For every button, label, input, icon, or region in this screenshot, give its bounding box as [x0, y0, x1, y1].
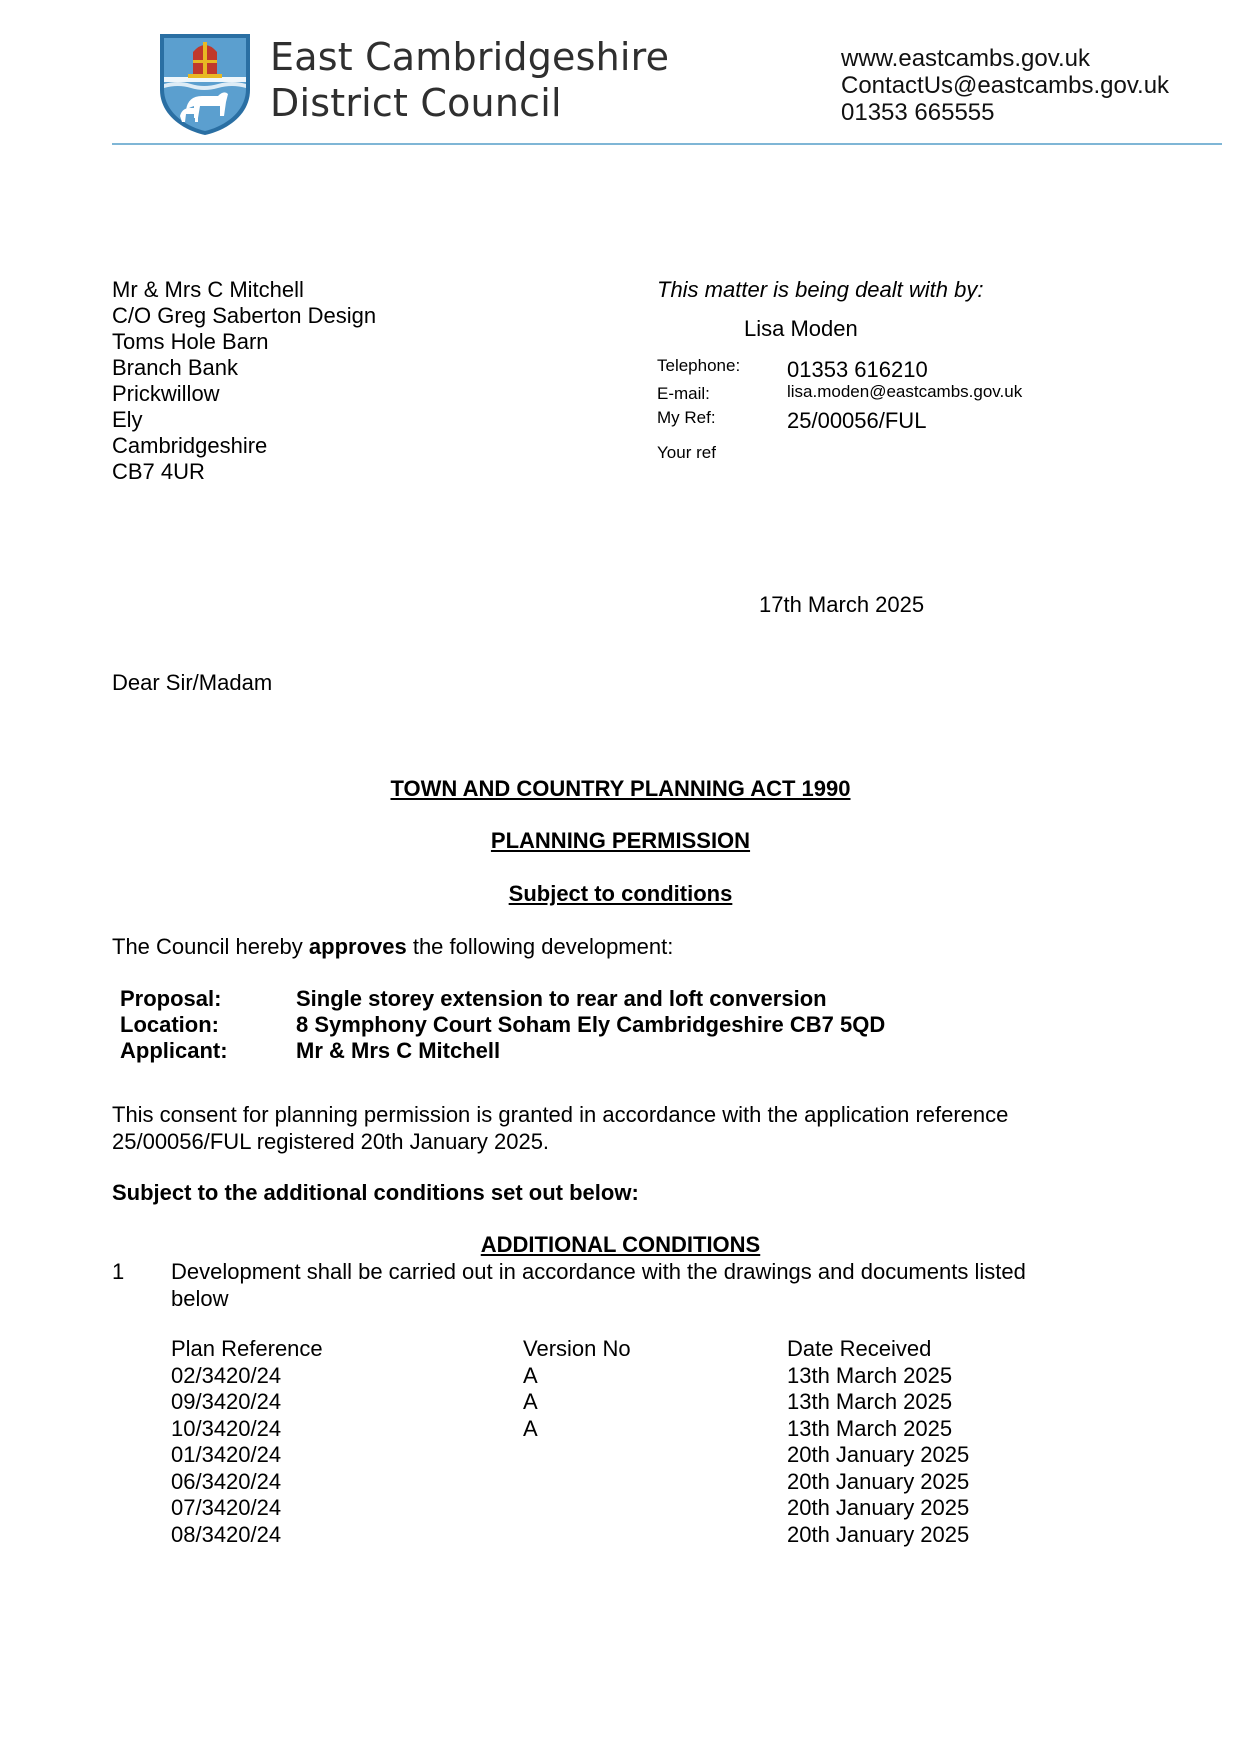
- additional-conditions-intro: Subject to the additional conditions set out below:: [112, 1180, 639, 1205]
- email-value[interactable]: lisa.moden@eastcambs.gov.uk: [787, 382, 1023, 401]
- council-name-line1: East Cambridgeshire: [270, 35, 670, 79]
- permission-heading: PLANNING PERMISSION: [490, 828, 751, 853]
- council-website[interactable]: www.eastcambs.gov.uk: [841, 45, 1090, 72]
- date-received-cell: 20th January 2025: [787, 1521, 970, 1547]
- officer-name: Lisa Moden: [744, 316, 858, 341]
- plan-reference-cell: 02/3420/24: [171, 1362, 282, 1388]
- approval-pre: The Council hereby: [112, 934, 309, 959]
- council-email[interactable]: ContactUs@eastcambs.gov.uk: [841, 72, 1170, 99]
- condition-text: [171, 1258, 1026, 1312]
- consent-line: This consent for planning permission is granted in accordance with the application reference: [112, 1102, 1009, 1127]
- email-label: E-mail:: [657, 384, 710, 403]
- approval-post: the following development:: [406, 934, 674, 959]
- table-row: [171, 1495, 1021, 1522]
- address-line: Branch Bank: [112, 355, 238, 380]
- applicant-value: Mr & Mrs C Mitchell: [296, 1038, 501, 1063]
- plan-reference-cell: 07/3420/24: [171, 1495, 282, 1520]
- address-line: Toms Hole Barn: [112, 329, 269, 354]
- column-header-date-received: Date Received: [787, 1336, 932, 1361]
- plan-reference-cell: 01/3420/24: [171, 1442, 282, 1467]
- approval-sentence: [112, 933, 673, 960]
- table-row: [171, 1522, 1021, 1549]
- act-heading: TOWN AND COUNTRY PLANNING ACT 1990: [390, 776, 851, 801]
- location-value: 8 Symphony Court Soham Ely Cambridgeshire CB7 5QD: [296, 1012, 886, 1037]
- date-received-cell: 13th March 2025: [787, 1415, 953, 1441]
- council-crest-logo: [158, 32, 252, 137]
- additional-conditions-heading: ADDITIONAL CONDITIONS: [480, 1232, 761, 1257]
- column-header-version-no: Version No: [523, 1336, 631, 1361]
- salutation: Dear Sir/Madam: [112, 670, 273, 695]
- telephone-label: Telephone:: [657, 356, 741, 375]
- address-line: Prickwillow: [112, 381, 220, 406]
- address-line: C/O Greg Saberton Design: [112, 303, 377, 328]
- date-received-cell: 20th January 2025: [787, 1468, 970, 1494]
- my-ref-label: My Ref:: [657, 408, 716, 427]
- letter-date: 17th March 2025: [759, 592, 925, 617]
- condition-number: 1: [112, 1259, 125, 1284]
- applicant-label: Applicant:: [120, 1038, 228, 1063]
- date-received-cell: 13th March 2025: [787, 1362, 953, 1388]
- letterhead: [0, 0, 1241, 145]
- plan-reference-cell: 06/3420/24: [171, 1468, 282, 1494]
- date-received-cell: 20th January 2025: [787, 1495, 970, 1520]
- table-row: [171, 1389, 1021, 1416]
- plan-reference-cell: 10/3420/24: [171, 1415, 282, 1441]
- date-received-cell: 20th January 2025: [787, 1442, 970, 1467]
- plans-table: [171, 1336, 1021, 1548]
- conditions-subheading: Subject to conditions: [508, 881, 733, 906]
- address-line: Cambridgeshire: [112, 433, 268, 458]
- address-line: Ely: [112, 407, 143, 432]
- version-cell: A: [523, 1415, 538, 1441]
- proposal-value: Single storey extension to rear and loft conversion: [296, 986, 827, 1011]
- column-header-plan-reference: Plan Reference: [171, 1336, 323, 1361]
- table-row: [171, 1416, 1021, 1443]
- table-row: [171, 1469, 1021, 1496]
- your-ref-label: Your ref: [657, 443, 716, 462]
- date-received-cell: 13th March 2025: [787, 1389, 953, 1414]
- table-header-row: [171, 1336, 1021, 1363]
- telephone-value: 01353 616210: [787, 357, 928, 382]
- my-ref-value: 25/00056/FUL: [787, 408, 927, 433]
- plan-reference-cell: 08/3420/24: [171, 1521, 282, 1547]
- address-line: Mr & Mrs C Mitchell: [112, 277, 304, 302]
- approval-verb: approves: [308, 934, 407, 959]
- location-label: Location:: [120, 1012, 219, 1037]
- address-line: CB7 4UR: [112, 459, 205, 484]
- header-divider: [112, 143, 1222, 145]
- dealt-with-label: This matter is being dealt with by:: [657, 277, 984, 302]
- council-name-line2: District Council: [270, 81, 562, 125]
- table-row: [171, 1363, 1021, 1390]
- recipient-address: [112, 277, 376, 485]
- version-cell: A: [523, 1389, 538, 1414]
- consent-paragraph: [112, 1101, 1008, 1155]
- condition-line: below: [171, 1286, 229, 1311]
- council-phone: 01353 665555: [841, 99, 995, 126]
- consent-line: 25/00056/FUL registered 20th January 2025.: [112, 1129, 550, 1154]
- condition-line: Development shall be carried out in accordance with the drawings and documents listed: [171, 1259, 1026, 1284]
- plan-reference-cell: 09/3420/24: [171, 1389, 282, 1414]
- proposal-label: Proposal:: [120, 986, 222, 1011]
- version-cell: A: [523, 1362, 538, 1388]
- table-row: [171, 1442, 1021, 1469]
